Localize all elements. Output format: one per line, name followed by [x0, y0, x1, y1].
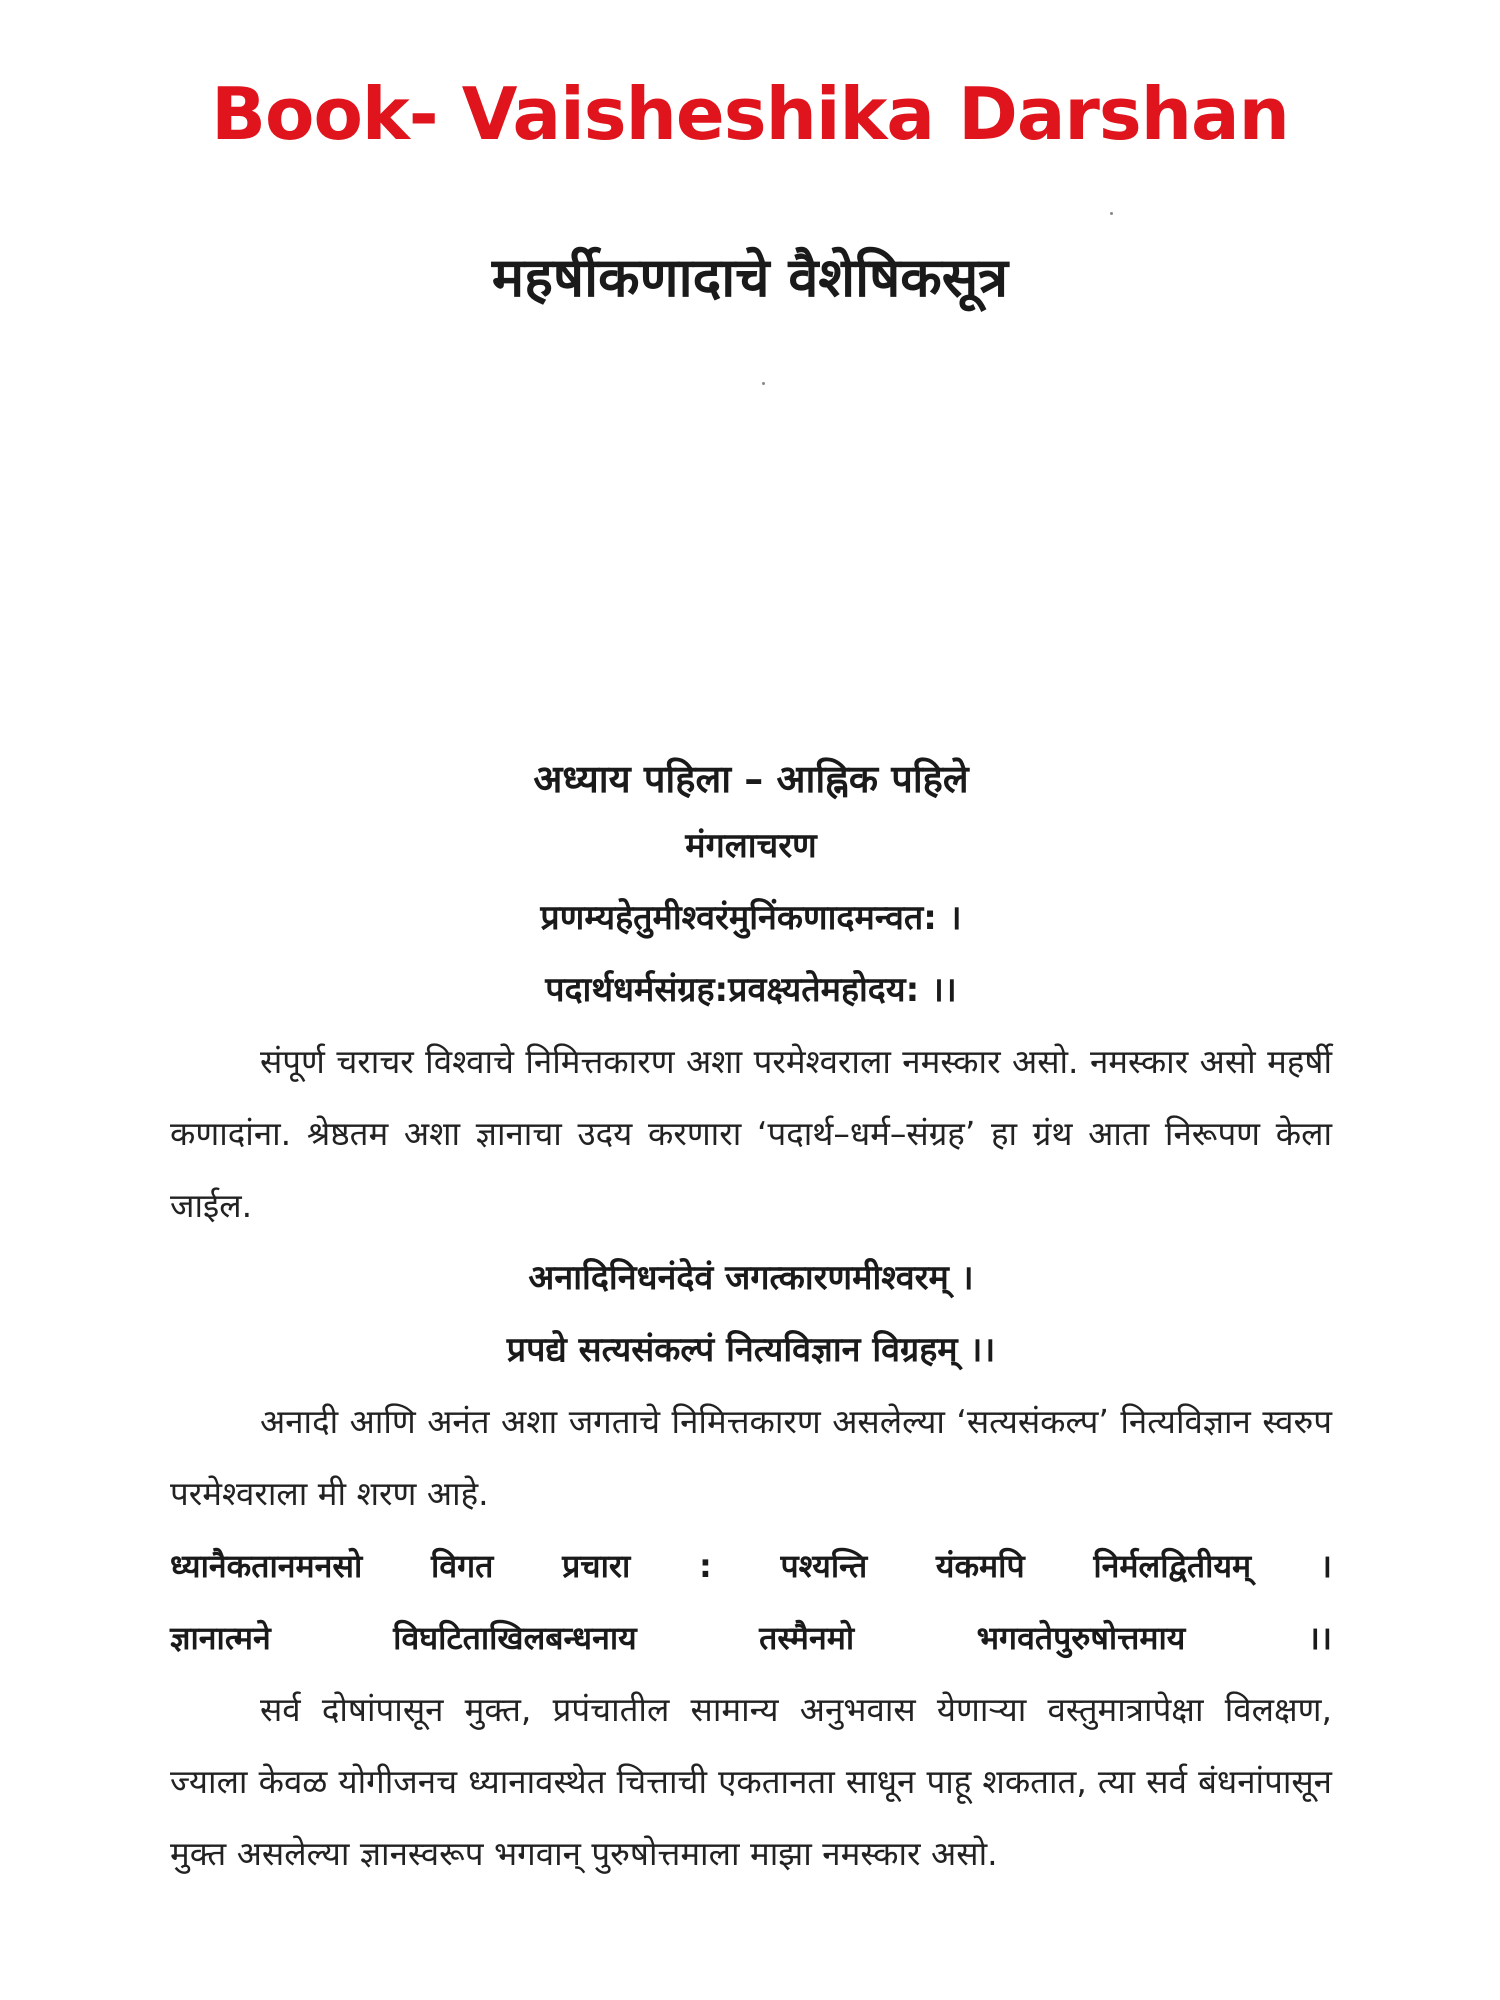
paragraph-1: संपूर्ण चराचर विश्वाचे निमित्तकारण अशा परमेश्वराला नमस्कार असो. नमस्कार असो महर्षी कणादांना. श्रेष्ठतम अशा ज्ञानाचा उदय करणारा ‘पदार्थ–धर्म–संग्रह’ हा ग्रंथ आता निरूपण केला जाईल.: [170, 1042, 1332, 1225]
section-subheading: मंगलाचरण: [685, 826, 817, 866]
verse-line: ध्यानैकतानमनसो विगत प्रचारा : पश्यन्ति यंकमपि निर्मलद्वितीयम् ।: [170, 1547, 1332, 1585]
print-speck: [1110, 212, 1113, 215]
paragraph-3: सर्व दोषांपासून मुक्त, प्रपंचातील सामान्य अनुभवास येणाऱ्या वस्तुमात्रापेक्षा विलक्षण, ज्याला केवळ योगीजनच ध्यानावस्थेत चित्ताची एकतानता साधून पाहू शकतात, त्या सर्व बंधनांपासून मुक्त असलेल्या ज्ञानस्वरूप भगवान् पुरुषोत्तमाला माझा नमस्कार असो.: [170, 1690, 1332, 1873]
verse-line: प्रणम्यहेतुमीश्वरंमुनिंकणादमन्वत: ।: [540, 898, 962, 938]
verse-block-2: [170, 1242, 1332, 1386]
verse-line: प्रपद्ये सत्यसंकल्पं नित्यविज्ञान विग्रहम् ।।: [506, 1330, 996, 1370]
book-title: Book- Vaisheshika Darshan: [211, 72, 1289, 156]
main-title: महर्षीकणादाचे वैशेषिकसूत्र: [491, 246, 1009, 309]
print-speck: [762, 382, 765, 385]
verse-line: ज्ञानात्मने विघटिताखिलबन्धनाय तस्मैनमो भगवतेपुरुषोत्तमाय ।।: [170, 1619, 1332, 1657]
verse-line: अनादिनिधनंदेवं जगत्कारणमीश्वरम् ।: [528, 1258, 974, 1298]
chapter-heading: अध्याय पहिला – आह्निक पहिले: [533, 757, 969, 801]
verse-block-3: [170, 1530, 1332, 1674]
verse-line: पदार्थधर्मसंग्रह:प्रवक्ष्यतेमहोदय: ।।: [545, 970, 957, 1010]
verse-block-1: [170, 882, 1332, 1026]
text-body: [170, 748, 1332, 1890]
paragraph-2: अनादी आणि अनंत अशा जगताचे निमित्तकारण असलेल्या ‘सत्यसंकल्प’ नित्यविज्ञान स्वरुप परमेश्वराला मी शरण आहे.: [170, 1402, 1332, 1513]
